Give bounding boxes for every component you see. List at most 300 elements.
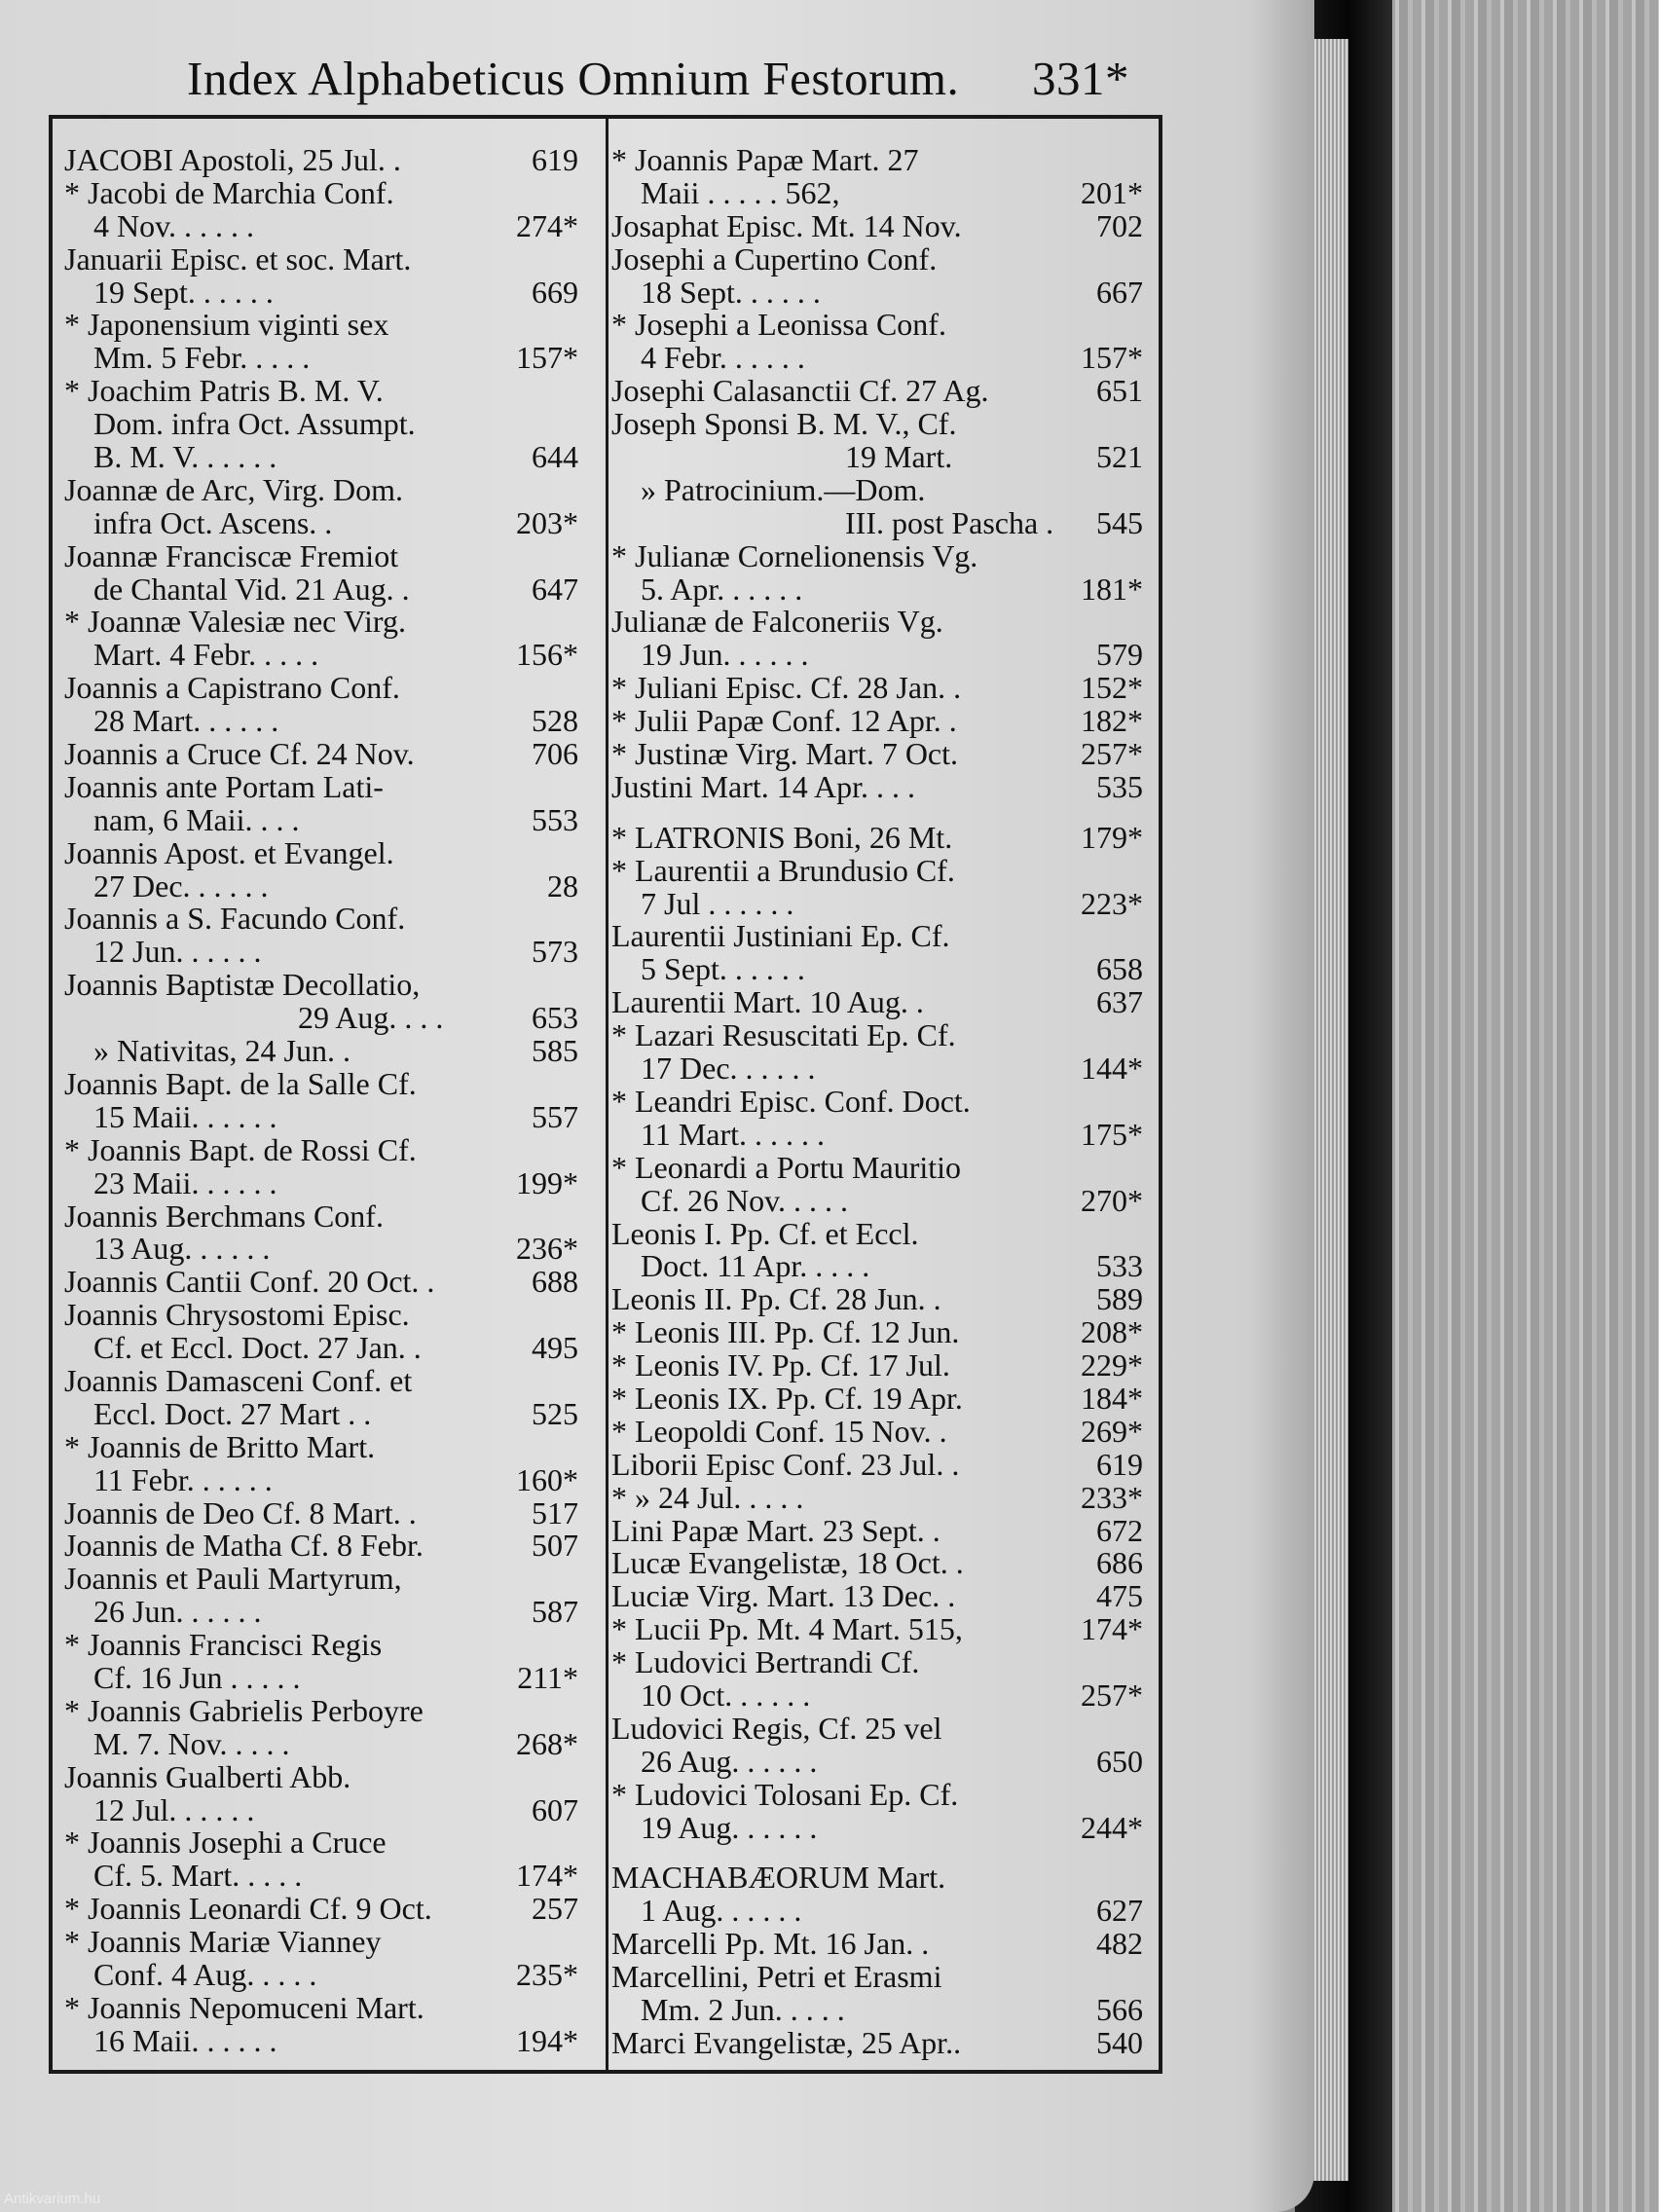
entry-text: * Justinæ Virg. Mart. 7 Oct. — [611, 736, 959, 772]
entry-page: 156* — [516, 637, 578, 673]
index-entry — [64, 936, 578, 969]
entry-text: 19 Aug. . . . . . — [641, 1809, 818, 1845]
entry-page: 268* — [516, 1725, 578, 1761]
index-entry — [611, 1512, 1143, 1548]
entry-page: 702 — [1096, 207, 1143, 243]
entry-text: Cf. 26 Nov. . . . . — [641, 1182, 849, 1218]
entry-text: Laurentii Justiniani Ep. Cf. — [611, 918, 950, 954]
index-entry — [64, 672, 578, 705]
index-entry — [611, 1646, 1143, 1679]
entry-page: 274* — [516, 207, 578, 243]
index-entry — [64, 537, 578, 573]
entry-page: 174* — [1081, 1611, 1143, 1647]
entry-text: Joannis Chrysostomi Episc. — [64, 1297, 410, 1333]
entry-text: Eccl. Doct. 27 Mart . . — [93, 1395, 372, 1431]
entry-text: Cf. 5. Mart. . . . . — [93, 1858, 303, 1894]
index-entry — [64, 144, 578, 177]
entry-page: 667 — [1096, 274, 1143, 310]
entry-text: Joannis a Capistrano Conf. — [64, 670, 400, 706]
index-entry — [64, 1065, 578, 1101]
entry-page: 257 — [532, 1891, 578, 1927]
entry-text: 19 Jun. . . . . . — [641, 637, 809, 673]
index-entry — [64, 471, 578, 507]
index-entry — [611, 504, 1143, 540]
index-entry — [64, 1164, 578, 1200]
entry-text: * Ludovici Bertrandi Cf. — [611, 1644, 920, 1680]
index-entry — [611, 768, 1143, 804]
watermark: Antikvarium.hu — [4, 2191, 101, 2207]
entry-text: III. post Pascha . — [845, 504, 1054, 540]
index-entry — [64, 1002, 578, 1035]
entry-text: * Japonensium viginti sex — [64, 307, 389, 343]
index-entry — [64, 1461, 578, 1497]
entry-text: * Leonis IV. Pp. Cf. 17 Jul. — [611, 1347, 950, 1383]
entry-page: 203* — [516, 504, 578, 540]
entry-text: Marcelli Pp. Mt. 16 Jan. . — [611, 1926, 930, 1962]
entry-page: 587 — [532, 1594, 578, 1630]
entry-page: 475 — [1096, 1578, 1143, 1614]
entry-text: 10 Oct. . . . . . — [641, 1677, 811, 1713]
entry-text: Josaphat Episc. Mt. 14 Nov. — [611, 207, 962, 243]
entry-text: Mm. 2 Jun. . . . . — [641, 1991, 845, 2027]
index-entry — [64, 1131, 578, 1167]
entry-page: 579 — [1096, 637, 1143, 673]
index-entry — [64, 1956, 578, 1992]
entry-text: 26 Jun. . . . . . — [93, 1594, 262, 1630]
entry-text: * Joannis Bapt. de Rossi Cf. — [64, 1131, 417, 1167]
index-entry — [64, 1530, 578, 1563]
entry-page: 658 — [1096, 951, 1143, 987]
entry-page: 619 — [1096, 1446, 1143, 1482]
entry-text: * Leonis III. Pp. Cf. 12 Jun. — [611, 1314, 960, 1350]
entry-text: 7 Jul . . . . . . — [641, 885, 794, 921]
index-entry — [64, 606, 578, 639]
index-entry — [611, 1215, 1143, 1251]
index-entry — [64, 1494, 578, 1530]
entry-text: 5. Apr. . . . . . — [641, 571, 803, 607]
entry-page: 650 — [1096, 1743, 1143, 1779]
index-entry — [64, 1791, 578, 1827]
index-entry — [611, 705, 1143, 738]
entry-text: 19 Sept. . . . . . — [93, 274, 274, 310]
entry-text: 17 Dec. . . . . . — [641, 1051, 816, 1087]
entry-text: Cf. et Eccl. Doct. 27 Jan. . — [93, 1330, 422, 1366]
column-rule — [606, 119, 608, 2070]
index-entry — [611, 953, 1143, 986]
entry-page: 235* — [516, 1956, 578, 1992]
entry-page: 174* — [516, 1858, 578, 1894]
entry-text: * Joannis Papæ Mart. 27 — [611, 142, 919, 177]
entry-text: * Julii Papæ Conf. 12 Apr. . — [611, 703, 957, 739]
running-head — [187, 51, 1161, 119]
index-entry — [64, 768, 578, 804]
entry-text: * Leopoldi Conf. 15 Nov. . — [611, 1413, 947, 1449]
entry-text: Julianæ de Falconeriis Vg. — [611, 604, 943, 640]
entry-text: Joseph Sponsi B. M. V., Cf. — [611, 406, 957, 442]
index-entry — [611, 1382, 1143, 1416]
page-number: 331* — [1032, 52, 1129, 105]
entry-page: 201* — [1081, 174, 1143, 210]
index-entry — [611, 1809, 1143, 1845]
entry-page: 507 — [532, 1528, 578, 1564]
entry-text: Marcellini, Petri et Erasmi — [611, 1959, 942, 1995]
entry-page: 585 — [532, 1033, 578, 1069]
entry-text: Leonis II. Pp. Cf. 28 Jun. . — [611, 1281, 941, 1317]
entry-page: 651 — [1096, 373, 1143, 409]
entry-text: 15 Maii. . . . . . — [93, 1098, 277, 1134]
entry-text: Dom. infra Oct. Assumpt. — [93, 406, 416, 442]
index-entry — [611, 819, 1143, 855]
entry-page: 647 — [532, 571, 578, 607]
entry-text: Doct. 11 Apr. . . . . — [641, 1248, 870, 1284]
index-entry — [64, 1362, 578, 1398]
entry-text: * Lucii Pp. Mt. 4 Mart. 515, — [611, 1611, 963, 1647]
index-entry — [64, 1035, 578, 1068]
entry-text: * Joannis Gabrielis Perboyre — [64, 1692, 424, 1728]
entry-text: Ludovici Regis, Cf. 25 vel — [611, 1710, 942, 1746]
index-column-right — [611, 144, 1143, 2060]
entry-page: 637 — [1096, 984, 1143, 1020]
entry-page: 627 — [1096, 1893, 1143, 1929]
entry-page: 157* — [516, 340, 578, 376]
index-entry — [64, 867, 578, 903]
index-entry — [611, 1316, 1143, 1349]
entry-page: 160* — [516, 1461, 578, 1497]
index-entry — [611, 1349, 1143, 1382]
entry-page: 182* — [1081, 703, 1143, 739]
entry-page: 619 — [532, 142, 578, 177]
index-entry — [611, 1862, 1143, 1895]
index-entry — [64, 639, 578, 672]
entry-text: Josephi a Cupertino Conf. — [611, 240, 938, 276]
entry-text: Luciæ Virg. Mart. 13 Dec. . — [611, 1578, 956, 1614]
index-entry — [64, 1428, 578, 1464]
index-entry — [611, 1019, 1143, 1052]
entry-page: 672 — [1096, 1512, 1143, 1548]
entry-page: 653 — [532, 1000, 578, 1036]
entry-page: 528 — [532, 703, 578, 739]
entry-text: * Joannis Josephi a Cruce — [64, 1825, 387, 1861]
entry-text: * Leandri Episc. Conf. Doct. — [611, 1083, 971, 1119]
index-entry — [611, 1250, 1143, 1283]
index-entry — [611, 1083, 1143, 1119]
index-entry — [611, 573, 1143, 607]
entry-text: Joannis ante Portam Lati- — [64, 768, 384, 804]
index-entry — [611, 1580, 1143, 1613]
entry-page: 229* — [1081, 1347, 1143, 1383]
entry-page: 545 — [1096, 504, 1143, 540]
index-entry — [611, 1679, 1143, 1713]
index-entry — [611, 537, 1143, 573]
index-entry — [64, 309, 578, 342]
entry-page: 179* — [1081, 819, 1143, 855]
running-head-title: Index Alphabeticus Omnium Festorum. — [187, 52, 960, 105]
entry-text: * Joannis de Britto Mart. — [64, 1428, 376, 1464]
entry-text: Joannis a S. Facundo Conf. — [64, 901, 406, 937]
entry-text: MACHABÆORUM Mart. — [611, 1860, 946, 1896]
index-entry — [611, 738, 1143, 771]
entry-text: * Joannis Nepomuceni Mart. — [64, 1989, 424, 2025]
entry-text: Joannis et Pauli Martyrum, — [64, 1561, 402, 1597]
index-entry — [64, 174, 578, 210]
index-entry — [64, 2022, 578, 2058]
entry-text: Joannis Baptistæ Decollatio, — [64, 967, 421, 1003]
index-entry — [64, 801, 578, 837]
entry-text: * Joannis Mariæ Vianney — [64, 1924, 382, 1960]
index-entry — [611, 852, 1143, 888]
index-entry — [611, 207, 1143, 243]
entry-text: 16 Maii. . . . . . — [93, 2022, 277, 2058]
index-entry — [611, 1413, 1143, 1449]
entry-page: 535 — [1096, 768, 1143, 804]
index-entry — [611, 606, 1143, 639]
entry-page: 257* — [1081, 1677, 1143, 1713]
entry-text: 4 Febr. . . . . . — [641, 340, 805, 376]
entry-page: 184* — [1081, 1380, 1143, 1416]
entry-text: Lucæ Evangelistæ, 18 Oct. . — [611, 1545, 964, 1581]
entry-page: 211* — [517, 1659, 578, 1695]
index-entry — [64, 1596, 578, 1629]
entry-text: Joannis de Matha Cf. 8 Febr. — [64, 1528, 424, 1564]
entry-page: 233* — [1081, 1479, 1143, 1515]
index-entry — [611, 986, 1143, 1019]
entry-text: Maii . . . . . 562, — [641, 174, 840, 210]
index-entry — [611, 276, 1143, 310]
entry-page: 28 — [547, 867, 578, 903]
entry-text: Joannis de Deo Cf. 8 Mart. . — [64, 1494, 417, 1530]
entry-text: Joannæ Franciscæ Fremiot — [64, 537, 399, 573]
entry-page: 257* — [1081, 736, 1143, 772]
entry-text: nam, 6 Maii. . . . — [93, 801, 300, 837]
entry-text: * Joannis Francisci Regis — [64, 1627, 383, 1663]
index-entry — [64, 1725, 578, 1761]
index-entry — [64, 705, 578, 738]
index-entry — [611, 1613, 1143, 1646]
entry-text: 11 Febr. . . . . . — [93, 1461, 273, 1497]
entry-text: de Chantal Vid. 21 Aug. . — [93, 571, 410, 607]
index-entry — [64, 1659, 578, 1695]
entry-page: 521 — [1096, 439, 1143, 475]
entry-text: Joannis Bapt. de la Salle Cf. — [64, 1065, 417, 1101]
entry-page: 553 — [532, 801, 578, 837]
index-entry — [611, 408, 1143, 441]
entry-page: 644 — [532, 439, 578, 475]
entry-text: 28 Mart. . . . . . — [93, 703, 279, 739]
index-entry — [611, 441, 1143, 474]
entry-text: 18 Sept. . . . . . — [641, 274, 821, 310]
index-entry — [64, 1395, 578, 1431]
entry-text: 1 Aug. . . . . . — [641, 1893, 802, 1929]
index-entry — [611, 1116, 1143, 1152]
entry-page: 607 — [532, 1791, 578, 1827]
entry-text: * » 24 Jul. . . . . — [611, 1479, 804, 1515]
index-entry — [611, 144, 1143, 177]
index-entry — [611, 1052, 1143, 1086]
index-entry — [611, 885, 1143, 921]
index-entry — [611, 1479, 1143, 1515]
index-entry — [64, 1266, 578, 1299]
index-entry — [611, 342, 1143, 375]
entry-page: 566 — [1096, 1991, 1143, 2027]
entry-page: 152* — [1081, 670, 1143, 706]
entry-page: 517 — [532, 1494, 578, 1530]
entry-page: 269* — [1081, 1413, 1143, 1449]
index-entry — [64, 441, 578, 474]
entry-page: 533 — [1096, 1248, 1143, 1284]
index-entry — [64, 1989, 578, 2025]
entry-text: 5 Sept. . . . . . — [641, 951, 805, 987]
entry-page: 686 — [1096, 1545, 1143, 1581]
entry-text: * Joachim Patris B. M. V. — [64, 373, 384, 409]
index-entry — [611, 1446, 1143, 1482]
entry-text: * Jacobi de Marchia Conf. — [64, 174, 394, 210]
entry-text: 19 Mart. — [845, 439, 953, 475]
index-entry — [64, 1758, 578, 1794]
entry-text: * Julianæ Cornelionensis Vg. — [611, 537, 978, 573]
index-entry — [611, 639, 1143, 672]
entry-text: * Leonardi a Portu Mauritio — [611, 1149, 962, 1185]
index-entry — [64, 1860, 578, 1893]
entry-page: 144* — [1081, 1051, 1143, 1087]
entry-text: * Joannis Leonardi Cf. 9 Oct. — [64, 1891, 432, 1927]
entry-text: M. 7. Nov. . . . . — [93, 1725, 290, 1761]
entry-page: 175* — [1081, 1116, 1143, 1152]
entry-text: » Nativitas, 24 Jun. . — [93, 1033, 350, 1069]
index-entry — [611, 1547, 1143, 1580]
entry-page: 557 — [532, 1098, 578, 1134]
entry-text: 13 Aug. . . . . . — [93, 1231, 271, 1267]
index-entry — [64, 240, 578, 276]
entry-text: Justini Mart. 14 Apr. . . . — [611, 768, 916, 804]
index-entry — [64, 1233, 578, 1266]
entry-page: 199* — [516, 1164, 578, 1200]
entry-text: B. M. V. . . . . . — [93, 439, 277, 475]
entry-text: » Patrocinium.—Dom. — [641, 471, 926, 507]
index-entry — [611, 1743, 1143, 1779]
index-entry — [64, 207, 578, 243]
entry-text: Joannis Gualberti Abb. — [64, 1758, 351, 1794]
index-entry — [64, 342, 578, 375]
index-entry — [64, 276, 578, 310]
index-entry — [611, 1149, 1143, 1185]
entry-page: 270* — [1081, 1182, 1143, 1218]
index-entry — [611, 309, 1143, 342]
entry-text: * Juliani Episc. Cf. 28 Jan. . — [611, 670, 962, 706]
index-entry — [64, 1893, 578, 1926]
index-entry — [611, 1961, 1143, 1994]
entry-text: Joannis Apost. et Evangel. — [64, 834, 394, 870]
index-entry — [64, 1629, 578, 1662]
background-wall — [1373, 0, 1659, 2212]
index-entry — [611, 240, 1143, 276]
entry-text: Januarii Episc. et soc. Mart. — [64, 240, 412, 276]
index-entry — [64, 1826, 578, 1860]
entry-text: Mart. 4 Febr. . . . . — [93, 637, 319, 673]
entry-text: Joannis Berchmans Conf. — [64, 1198, 384, 1234]
entry-page: 540 — [1096, 2024, 1143, 2060]
entry-text: * Leonis IX. Pp. Cf. 19 Apr. — [611, 1380, 963, 1416]
index-entry — [64, 738, 578, 771]
entry-text: 27 Dec. . . . . . — [93, 867, 269, 903]
entry-text: * Joannæ Valesiæ nec Virg. — [64, 604, 406, 640]
index-entry — [611, 1710, 1143, 1746]
entry-text: Conf. 4 Aug. . . . . — [93, 1956, 317, 1992]
index-entry — [64, 969, 578, 1002]
index-entry — [64, 1332, 578, 1365]
entry-page: 669 — [532, 274, 578, 310]
entry-page: 706 — [532, 736, 578, 772]
entry-text: JACOBI Apostoli, 25 Jul. . — [64, 142, 401, 177]
index-entry — [64, 1563, 578, 1596]
entry-text: 11 Mart. . . . . . — [641, 1116, 826, 1152]
index-entry — [611, 1283, 1143, 1316]
entry-text: 4 Nov. . . . . . — [93, 207, 255, 243]
index-entry — [64, 408, 578, 441]
entry-text: Joannæ de Arc, Virg. Dom. — [64, 471, 403, 507]
entry-page: 244* — [1081, 1809, 1143, 1845]
entry-text: * LATRONIS Boni, 26 Mt. — [611, 819, 953, 855]
index-entry — [611, 920, 1143, 953]
entry-text: * Lazari Resuscitati Ep. Cf. — [611, 1017, 956, 1053]
index-entry — [611, 1991, 1143, 2027]
index-column-left — [64, 144, 578, 2058]
entry-text: Liborii Episc Conf. 23 Jul. . — [611, 1446, 960, 1482]
entry-text: 29 Aug. . . . — [298, 1000, 444, 1036]
index-entry — [611, 1776, 1143, 1812]
index-entry — [611, 375, 1143, 408]
index-entry — [64, 903, 578, 936]
entry-text: Leonis I. Pp. Cf. et Eccl. — [611, 1215, 919, 1251]
index-entry — [64, 1299, 578, 1332]
entry-text: 12 Jul. . . . . . — [93, 1791, 255, 1827]
index-entry — [64, 375, 578, 408]
index-entry — [611, 174, 1143, 210]
index-entry — [611, 2024, 1143, 2060]
entry-text: Cf. 16 Jun . . . . . — [93, 1659, 301, 1695]
entry-text: * Ludovici Tolosani Ep. Cf. — [611, 1776, 959, 1812]
entry-page: 181* — [1081, 571, 1143, 607]
entry-page: 236* — [516, 1231, 578, 1267]
entry-page: 688 — [532, 1264, 578, 1300]
entry-text: Joannis a Cruce Cf. 24 Nov. — [64, 736, 415, 772]
entry-text: Joannis Damasceni Conf. et — [64, 1362, 413, 1398]
index-entry — [64, 834, 578, 870]
index-entry — [64, 1200, 578, 1234]
entry-text: Josephi Calasanctii Cf. 27 Ag. — [611, 373, 989, 409]
index-entry — [611, 1182, 1143, 1218]
index-entry — [64, 1098, 578, 1134]
entry-page: 157* — [1081, 340, 1143, 376]
entry-page: 194* — [516, 2022, 578, 2058]
entry-page: 223* — [1081, 885, 1143, 921]
entry-text: 12 Jun. . . . . . — [93, 934, 262, 970]
index-entry — [611, 672, 1143, 705]
entry-page: 482 — [1096, 1926, 1143, 1962]
entry-text: * Laurentii a Brundusio Cf. — [611, 852, 955, 888]
entry-text: 23 Maii. . . . . . — [93, 1164, 277, 1200]
entry-text: infra Oct. Ascens. . — [93, 504, 333, 540]
entry-text: Joannis Cantii Conf. 20 Oct. . — [64, 1264, 435, 1300]
entry-page: 525 — [532, 1395, 578, 1431]
index-entry — [64, 1926, 578, 1959]
entry-text: Laurentii Mart. 10 Aug. . — [611, 984, 924, 1020]
index-entry — [64, 573, 578, 607]
index-entry — [611, 1895, 1143, 1928]
entry-page: 589 — [1096, 1281, 1143, 1317]
entry-text: Lini Papæ Mart. 23 Sept. . — [611, 1512, 940, 1548]
entry-text: Mm. 5 Febr. . . . . — [93, 340, 311, 376]
index-entry — [611, 1928, 1143, 1961]
